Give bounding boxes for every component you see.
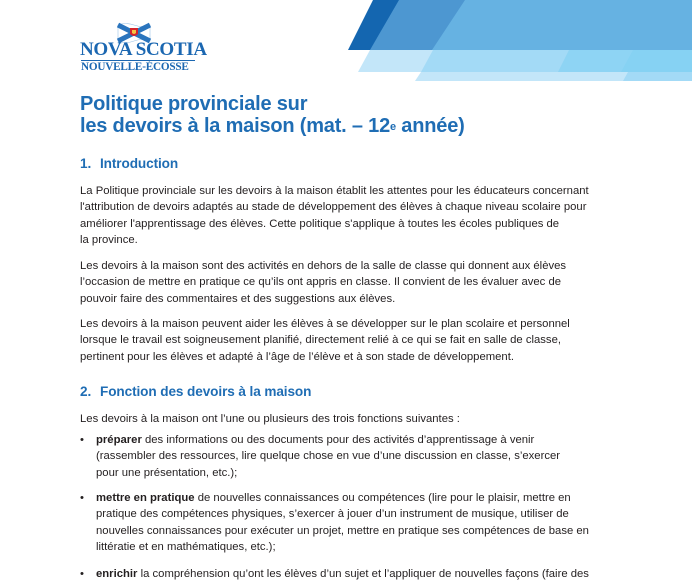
section-heading-introduction [80, 156, 178, 171]
paragraph-line: pouvoir faire des commentaires et des suggestions aux élèves. [80, 292, 396, 305]
bullet-text: des informations ou des documents pour des activités d’apprentissage à venir [141, 434, 535, 446]
bullet-keyword: préparer [96, 434, 142, 446]
bullet-text: pratique des compétences physiques, s’exercer à jouer d’un instrument de musique, utiliser de [96, 508, 569, 521]
bullet-text: (rassembler des ressources, lire quelque chose en vue d’une discussion en classe, s’exercer [96, 450, 561, 463]
bullet-text: pour une présentation, etc.); [96, 466, 238, 479]
paragraph-line: La Politique provinciale sur les devoirs à la maison établit les attentes pour les éducateurs concernant [80, 185, 589, 197]
section-number: 2. [80, 384, 92, 399]
paragraph [80, 316, 620, 365]
bullet-keyword: mettre en pratique [96, 492, 195, 504]
paragraph-line: Les devoirs à la maison ont l’une ou plusieurs des trois fonctions suivantes : [80, 413, 460, 425]
bullet-icon: • [80, 434, 84, 446]
banner-stripe-light-bottom-right [623, 72, 692, 81]
bullet-text: de nouvelles connaissances ou compétences (lire pour le plaisir, mettre en [194, 492, 571, 504]
paragraph [80, 258, 620, 307]
logo-name-en: NOVA SCOTIA [80, 39, 207, 60]
document-title-line2 [80, 115, 465, 137]
title-line2-end: année) [395, 115, 465, 137]
title-superscript: e [390, 121, 396, 133]
paragraph [80, 183, 620, 248]
paragraph-line: Les devoirs à la maison sont des activités en dehors de la salle de classe qui donnent aux élèves [80, 260, 567, 272]
banner-stripe-light-right2 [621, 50, 692, 72]
paragraph-line: lorsque le travail est soigneusement planifié, directement relié à ce qui se fait en salle de classe, [80, 334, 562, 347]
paragraph-line: pertinent pour les élèves et adapté à l’âge de l’élève et à son stade de développement. [80, 350, 514, 363]
paragraph-line: la province. [80, 233, 138, 246]
bullet-icon: • [80, 492, 84, 504]
logo-name-fr: NOUVELLE-ÉCOSSE [81, 61, 189, 73]
section-number: 1. [80, 156, 92, 171]
section-title: Fonction des devoirs à la maison [100, 384, 312, 399]
title-line2-text: les devoirs à la maison (mat. – 12 [80, 115, 391, 137]
bullet-text: la compréhension qu’ont les élèves d’un sujet et l’appliquer de nouvelles façons (faire des [137, 568, 589, 580]
paragraph-line: améliorer l'apprentissage des élèves. Cette politique s'applique à toutes les écoles publiques de [80, 217, 560, 230]
banner-stripe-main [432, 0, 692, 50]
bullet-text: littératie et en mathématiques, etc.); [96, 540, 276, 553]
section-heading-fonction [80, 384, 311, 399]
bullet-keyword: enrichir [96, 568, 138, 580]
bullet-icon: • [80, 568, 84, 580]
section-title: Introduction [100, 156, 179, 171]
paragraph-line: l’occasion de mettre en pratique ce qu’ils ont appris en classe. Il convient de les évaluer avec de [80, 276, 562, 289]
nova-scotia-logo [78, 22, 207, 74]
paragraph-line: Les devoirs à la maison peuvent aider les élèves à se développer sur le plan scolaire et personnel [80, 318, 570, 330]
paragraph-line: l'attribution de devoirs adaptés au stade de développement des élèves à chaque niveau scolaire pour [80, 201, 587, 214]
bullet-text: nouvelles connaissances pour exécuter un projet, mettre en pratique ses compétences de base en [96, 524, 589, 537]
section-intro [80, 411, 620, 427]
document-title-line1: Politique provinciale sur [80, 93, 308, 115]
